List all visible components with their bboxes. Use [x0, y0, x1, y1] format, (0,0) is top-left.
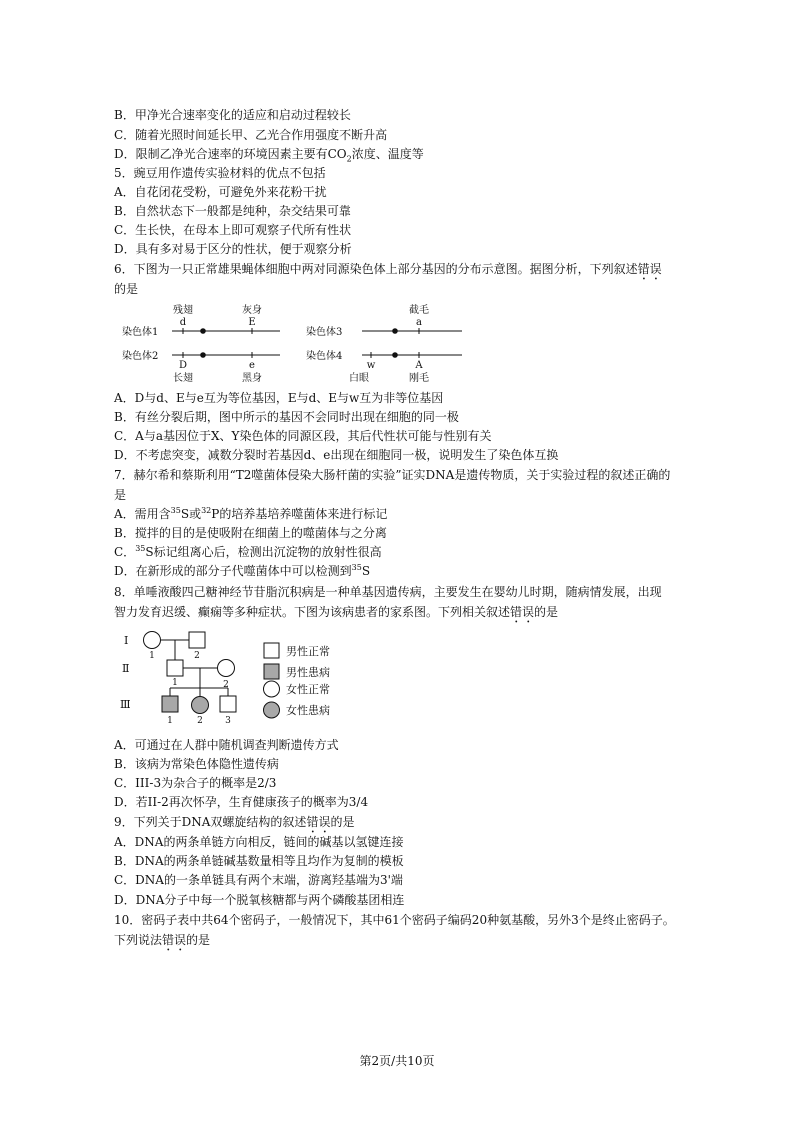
text-segment: 错误	[510, 605, 535, 619]
text-line	[114, 410, 459, 424]
text-segment: P的培养基培养噬菌体来进行标记	[211, 507, 388, 521]
legend-affected-female: 女性患病	[286, 704, 330, 717]
gene-d: d	[179, 317, 187, 328]
individual-III-3: 3	[225, 716, 231, 726]
text-segment: 10．密码子表中共64个密码子，一般情况下，其中61个密码子编码20种氨基酸，另外3个是终止密码子。	[114, 913, 675, 927]
label-black-body: 黑身	[242, 373, 262, 384]
legend-normal-female: 女性正常	[286, 683, 330, 696]
text-line	[114, 448, 558, 462]
text-line	[114, 429, 491, 443]
text-segment: C．生长快，在母本上即可观察子代所有性状	[114, 223, 352, 237]
text-segment: A．需用含	[114, 507, 171, 521]
text-line	[114, 108, 351, 122]
text-line	[114, 282, 138, 296]
text-segment: A．D与d、E与e互为等位基因，E与d、E与w互为非等位基因	[114, 391, 444, 405]
generation-II: Ⅱ	[122, 662, 130, 675]
text-segment: 6．下图为一只正常雄果蝇体细胞中两对同源染色体上部分基因的分布示意图。据图分析，下列叙述	[114, 262, 638, 276]
chromosome-diagram	[114, 300, 474, 386]
text-line	[114, 815, 354, 836]
text-segment: 的是	[330, 815, 355, 829]
text-line	[114, 166, 326, 180]
text-line	[114, 776, 276, 790]
label-residual-wing: 残翅	[173, 305, 193, 316]
text-segment: 35	[135, 544, 146, 553]
label-white-eye: 白眼	[349, 373, 369, 384]
text-segment: 浓度、温度等	[351, 147, 424, 161]
text-segment: B．DNA的两条单链碱基数量相等且均作为复制的模板	[114, 854, 404, 868]
text-segment: D．具有多对易于区分的性状，便于观察分析	[114, 242, 352, 256]
individual-II-1: 1	[172, 678, 178, 688]
text-line	[114, 526, 387, 540]
text-line	[114, 185, 327, 199]
text-line	[114, 147, 424, 164]
text-segment: A．可通过在人群中随机调查判断遗传方式	[114, 738, 339, 752]
gene-E: E	[248, 317, 256, 328]
text-line	[114, 488, 126, 502]
text-line	[114, 835, 403, 849]
text-segment: A．DNA的两条单链方向相反，链间的碱基以氢键连接	[114, 835, 404, 849]
text-segment: 是	[114, 488, 127, 502]
generation-I: Ⅰ	[124, 634, 129, 647]
chromosome-3-label: 染色体3	[306, 327, 343, 338]
text-line	[114, 242, 352, 256]
text-segment: D．DNA分子中每一个脱氧核糖都与两个磷酸基团相连	[114, 893, 405, 907]
text-line	[114, 913, 675, 927]
text-segment: C．III-3为杂合子的概率是2/3	[114, 776, 277, 790]
text-segment: D．若II-2再次怀孕，生育健康孩子的概率为3/4	[114, 795, 369, 809]
text-segment: S或	[180, 507, 202, 521]
text-segment: 35	[170, 506, 181, 515]
text-segment: A．自花闭花受粉，可避免外来花粉干扰	[114, 185, 327, 199]
text-segment: 2	[346, 154, 352, 164]
pedigree-chart	[114, 626, 354, 726]
text-segment: B．该病为常染色体隐性遗传病	[114, 757, 279, 771]
gene-w: w	[366, 360, 376, 371]
text-line	[114, 507, 387, 521]
text-segment: 的是	[186, 933, 211, 947]
legend-affected-male: 男性患病	[286, 666, 330, 679]
text-segment: S	[361, 564, 371, 578]
text-segment: B．甲净光合速率变化的适应和启动过程较长	[114, 108, 351, 122]
text-line	[114, 738, 339, 752]
text-line	[114, 128, 387, 142]
text-line	[114, 795, 368, 809]
chromosome-1-label: 染色体1	[122, 327, 159, 338]
individual-III-1: 1	[167, 716, 173, 726]
text-segment: 8．单唾液酸四己糖神经节苷脂沉积病是一种单基因遗传病，主要发生在婴幼儿时期，随病情发展，出现	[114, 585, 662, 599]
text-segment: 的是	[534, 605, 559, 619]
individual-III-2: 2	[197, 716, 203, 726]
text-line	[114, 564, 370, 578]
text-segment: D．限制乙净光合速率的环境因素主要有CO	[114, 147, 347, 161]
text-line	[114, 545, 382, 559]
label-long-wing: 长翅	[173, 373, 193, 384]
text-line	[114, 933, 210, 954]
text-segment: B．有丝分裂后期，图中所示的基因不会同时出现在细胞的同一极	[114, 410, 459, 424]
text-segment: 9．下列关于DNA双螺旋结构的叙述	[114, 815, 307, 829]
text-line	[114, 391, 443, 405]
label-gray-body: 灰身	[242, 305, 262, 316]
text-segment: S标记组离心后，检测出沉淀物的放射性很高	[145, 545, 382, 559]
text-segment: C．A与a基因位于X、Y染色体的同源区段，其后代性状可能与性别有关	[114, 429, 492, 443]
gene-e: e	[249, 360, 255, 371]
individual-I-2: 2	[194, 651, 200, 661]
text-segment: 错误	[306, 815, 331, 829]
text-segment: 的是	[114, 282, 139, 296]
text-segment: D．不考虑突变，减数分裂时若基因d、e出现在细胞同一极，说明发生了染色体互换	[114, 448, 559, 462]
text-line	[114, 893, 404, 907]
text-segment: B．自然状态下一般都是纯种，杂交结果可靠	[114, 204, 351, 218]
text-segment: 智力发育迟缓、癫痫等多种症状。下图为该病患者的家系图。下列相关叙述	[114, 605, 511, 619]
text-line	[114, 262, 662, 283]
legend-normal-male: 男性正常	[286, 645, 330, 658]
text-segment: C．DNA的一条单链具有两个末端，游离羟基端为3'端	[114, 873, 403, 887]
text-line	[114, 223, 351, 237]
chromosome-4-label: 染色体4	[306, 351, 343, 362]
text-segment: B．搅拌的目的是使吸附在细菌上的噬菌体与之分离	[114, 526, 387, 540]
individual-II-2: 2	[223, 680, 229, 690]
text-segment: 7．赫尔希和蔡斯利用“T2噬菌体侵染大肠杆菌的实验”证实DNA是遗传物质，关于实验过程的叙述正确的	[114, 468, 671, 482]
gene-D: D	[178, 360, 188, 371]
label-bristle: 刚毛	[409, 373, 429, 384]
text-segment: D．在新形成的部分子代噬菌体中可以检测到	[114, 564, 352, 578]
text-line	[114, 873, 403, 887]
text-line	[114, 468, 670, 482]
text-line	[114, 204, 351, 218]
text-segment: C．	[114, 545, 136, 559]
text-segment: 35	[351, 563, 362, 572]
text-line	[114, 757, 279, 771]
chromosome-2-label: 染色体2	[122, 351, 159, 362]
text-line	[114, 585, 662, 599]
gene-A: A	[415, 360, 423, 371]
text-line	[114, 854, 404, 868]
text-segment: 32	[201, 506, 212, 515]
text-segment: 5．豌豆用作遗传实验材料的优点不包括	[114, 166, 326, 180]
individual-I-1: 1	[149, 651, 155, 661]
text-segment: C．随着光照时间延长甲、乙光合作用强度不断升高	[114, 128, 388, 142]
text-line	[114, 605, 558, 626]
generation-III: Ⅲ	[120, 698, 131, 711]
text-segment: 错误	[162, 933, 187, 947]
label-truncated-bristle: 截毛	[409, 305, 429, 316]
gene-a: a	[416, 317, 422, 328]
page-footer: 第2页/共10页	[359, 1054, 435, 1068]
text-segment: 错误	[637, 262, 662, 276]
text-segment: 下列说法	[114, 933, 163, 947]
